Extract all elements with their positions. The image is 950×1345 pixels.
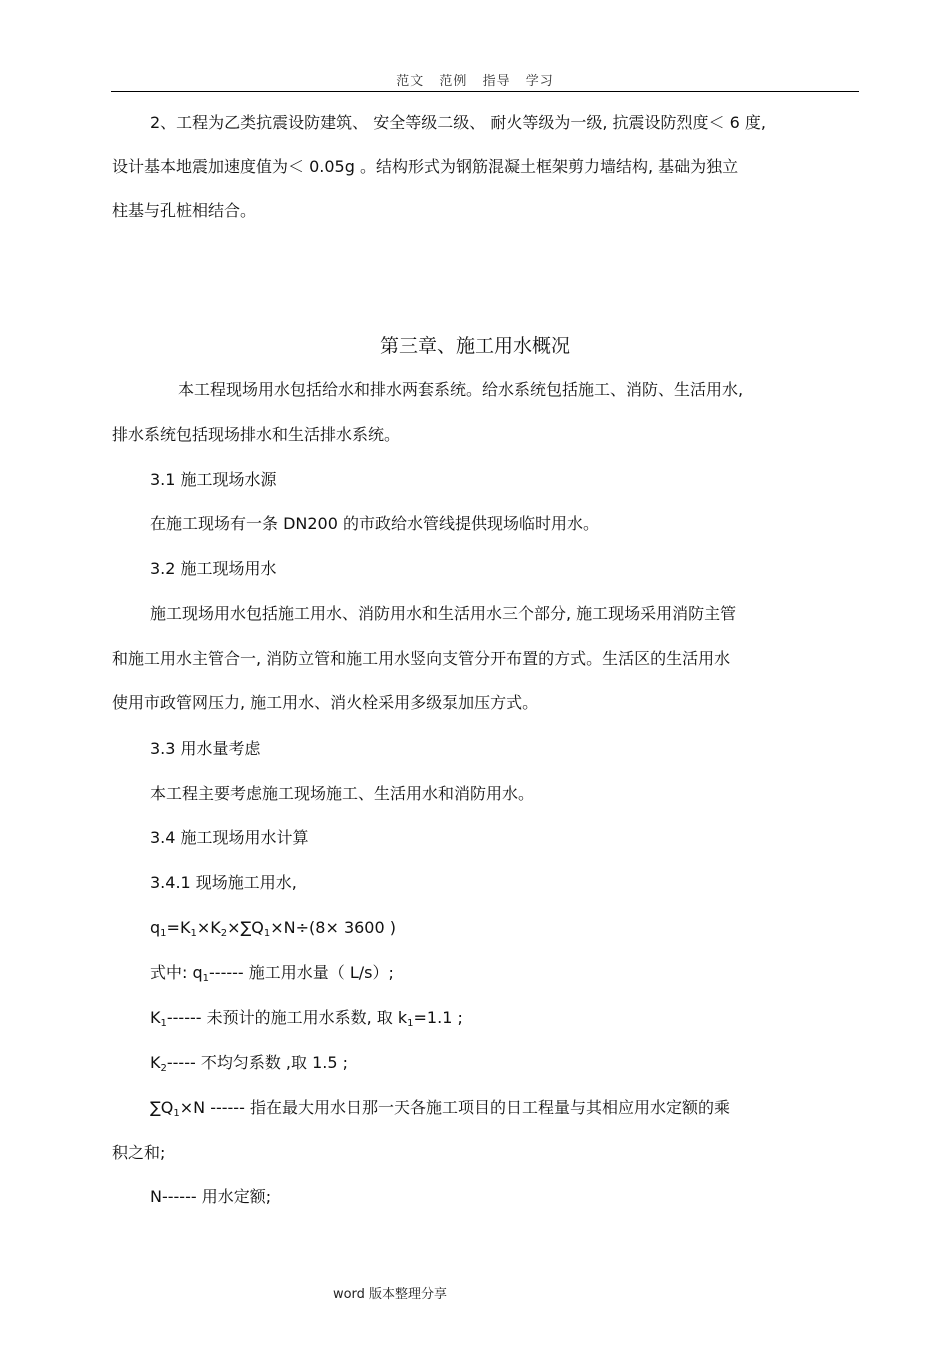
paragraph-line: 本工程主要考虑施工现场施工、生活用水和消防用水。 — [150, 784, 535, 803]
header-item: 范例 — [439, 74, 468, 89]
paragraph-line: 在施工现场有一条 DN200 的市政给水管线提供现场临时用水。 — [150, 514, 600, 533]
definition-line: 式中: $q_1------$ 施工用水量（ L/s）; — [150, 963, 394, 984]
definition-line: N------ 用水定额; — [150, 1187, 272, 1206]
definition-line: 积之和; — [112, 1143, 166, 1162]
definition-line: $K_2-----$ 不均匀系数 ,取 1.5 ; — [150, 1053, 349, 1074]
paragraph-line: 本工程现场用水包括给水和排水两套系统。给水系统包括施工、消防、生活用水, — [178, 380, 744, 399]
header-item: 指导 — [482, 74, 511, 89]
paragraph-line: 施工现场用水包括施工用水、消防用水和生活用水三个部分, 施工现场采用消防主管 — [150, 604, 737, 623]
header-item: 学习 — [525, 74, 554, 89]
paragraph-line: 和施工用水主管合一, 消防立管和施工用水竖向支管分开布置的方式。生活区的生活用水 — [112, 649, 731, 668]
definition-line: $K_1------$ 未预计的施工用水系数, 取 $k_1=1.1$ ; — [150, 1008, 463, 1029]
page-footer: word 版本整理分享 — [332, 1287, 448, 1302]
chapter-title: 第三章、施工用水概况 — [379, 335, 570, 357]
section-heading: 3.1 施工现场水源 — [150, 470, 277, 489]
paragraph-line: 使用市政管网压力, 施工用水、消火栓采用多级泵加压方式。 — [112, 693, 539, 712]
header-divider — [111, 91, 859, 92]
section-heading: 3.2 施工现场用水 — [150, 559, 277, 578]
paragraph-line: 设计基本地震加速度值为＜ 0.05g 。结构形式为钢筋混凝土框架剪力墙结构, 基础为独立 — [112, 157, 739, 176]
paragraph-line: 排水系统包括现场排水和生活排水系统。 — [112, 425, 401, 444]
paragraph-line: 2、工程为乙类抗震设防建筑、 安全等级二级、 耐火等级为一级, 抗震设防烈度＜ 6 度, — [150, 113, 766, 132]
section-heading: 3.4 施工现场用水计算 — [150, 828, 309, 847]
header-item: 范文 — [396, 74, 425, 89]
subsection-heading: 3.4.1 现场施工用水, — [150, 873, 297, 892]
section-heading: 3.3 用水量考虑 — [150, 739, 261, 758]
page-header — [0, 70, 950, 89]
paragraph-line: 柱基与孔桩相结合。 — [112, 201, 257, 220]
formula: $q_1=K_1\times K_2\times\sum Q_1\times N\div(8\times 3600$ ) — [150, 918, 396, 939]
definition-line: $\sum Q_1\times N$ ------ 指在最大用水日那一天各施工项目的日工程量与其相应用水定额的乘 — [150, 1098, 730, 1119]
